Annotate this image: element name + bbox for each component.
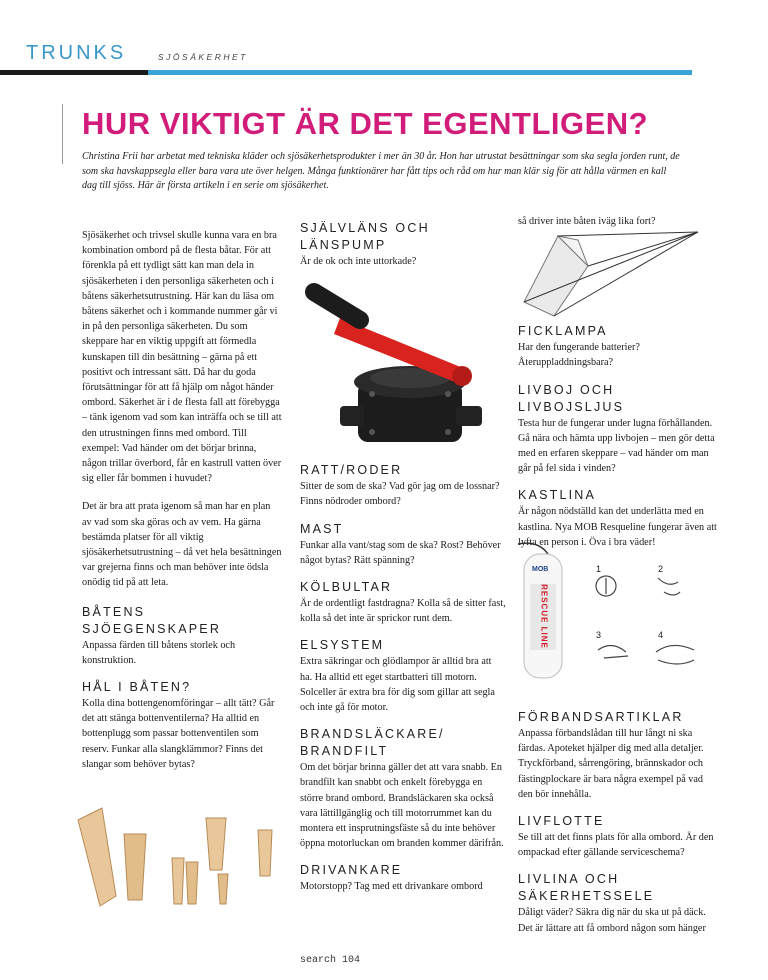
heading-batens-sjoegenskaper: BÅTENS SJÖEGENSKAPER: [82, 604, 222, 636]
heading-brandslackare: BRANDSLÄCKARE/ BRANDFILT: [300, 727, 445, 759]
section-label: SJÖSÄKERHET: [158, 52, 248, 62]
text-hal-i-baten: Kolla dina bottengenomföringar – allt tätt? Går det att stänga bottenventilerna? Ha alltid en bottenplugg som passar bottenventilen som reserv. Funkar alla slangklämmor? Finns det slangar som behöver bytas?: [82, 698, 275, 770]
header-rule-black: [0, 70, 148, 75]
heading-elsystem: ELSYSTEM: [300, 638, 385, 653]
rescue-line-label: RESCUE LINE: [539, 584, 549, 649]
rescue-line-brand: MOB: [532, 566, 549, 573]
drift-anchor-illustration: [518, 226, 704, 322]
heading-drivankare: DRIVANKARE: [300, 863, 403, 878]
heading-livlina: LIVLINA OCH SÄKERHETSSELE: [518, 872, 655, 904]
text-livboj: Testa hur de fungerar under lugna förhållanden. Gå nära och hämta upp livbojen – men gör detta med en erfaren skeppare – vad händer om man går på fel sida i vinden?: [518, 417, 715, 475]
body-paragraph-plan: Det är bra att prata igenom så man har en plan av vad som ska göras och av vem. Ha gärna bestämda platser för all viktig sjösäkerhetsutrustning – då vet hela besättningen var grejerna finns och man behöver inte ödsla onödig tid på att leta.: [82, 501, 282, 589]
text-kastlina: Är någon nödställd kan det underlätta med en kastlina. Nya MOB Resqueline fungerar även att lyfta en person i. Öva i bra väder!: [518, 506, 717, 548]
article-title: HUR VIKTIGT ÄR DET EGENTLIGEN?: [82, 106, 649, 141]
heading-ficklampa: FICKLAMPA: [518, 324, 608, 339]
title-divider-line: [62, 104, 63, 164]
heading-kastlina: KASTLINA: [518, 488, 597, 503]
heading-ratt-roder: RATT/RODER: [300, 463, 403, 478]
heading-sjalvlans: SJÄLVLÄNS OCH LÄNSPUMP: [300, 221, 430, 252]
bung-plugs-illustration: [72, 800, 288, 910]
text-livflotte: Se till att det finns plats för alla ombord. Är den ompackad efter gällande serviceschema?: [518, 832, 714, 859]
text-brandslackare: Om det börjar brinna gäller det att vara snabb. En brandfilt kan snabbt och enkelt förebygga en större brand ombord. Brandsläckaren ska också vara lättillgänglig och till motorrummet kan du montera ett insprutningsfäste så du inte behöver öppna motorluckan om branden kommer därifrån.: [300, 762, 504, 850]
page-folio: search 104: [300, 955, 361, 966]
text-sjalvlans: Är de ok och inte uttorkade?: [300, 256, 417, 267]
step-number-4: 4: [658, 630, 664, 640]
heading-mast: MAST: [300, 521, 344, 536]
step-number-3: 3: [596, 630, 602, 640]
step-number-2: 2: [658, 564, 664, 574]
step-number-1: 1: [596, 564, 602, 574]
heading-livflotte: LIVFLOTTE: [518, 814, 605, 829]
rescue-line-illustration: [508, 540, 704, 680]
heading-kolbultar: KÖLBULTAR: [300, 580, 393, 595]
bilge-pump-illustration: [300, 278, 506, 454]
heading-forbandsartiklar: FÖRBANDSARTIKLAR: [518, 710, 684, 725]
heading-hal-i-baten: HÅL I BÅTEN?: [82, 680, 192, 695]
column-1: [82, 228, 282, 783]
header-rule-blue: [148, 70, 692, 75]
text-elsystem: Extra säkringar och glödlampor är alltid bra att ha. Ha alltid ett eget startbatteri till motorn. Solceller är extra bra för dig som gillar att segla och inte gå för motor.: [300, 656, 495, 714]
article-ingress: Christina Frii har arbetat med tekniska kläder och sjösäkerhetsprodukter i mer än 30 år. Hon har utrustat besättningar som ska segla jorden runt, de som ska havskappsegla eller bara vara ute över helgen. Många funktionärer har fått tips och råd om hur man klär sig för att hålla värmen en kall dag till sjöss. Här är första artikeln i en serie om sjösäkerhet.: [82, 151, 680, 191]
text-batens-sjoegenskaper: Anpassa färden till båtens storlek och konstruktion.: [82, 639, 236, 666]
text-ratt-roder: Sitter de som de ska? Vad gör jag om de lossnar? Finns nödroder ombord?: [300, 481, 500, 508]
magazine-section-brand: TRUNKS: [26, 42, 127, 64]
body-paragraph-intro: Sjösäkerhet och trivsel skulle kunna vara en bra kombination ombord på de flesta båtar. För att förenkla på ett tydligt sätt kan man dela in sjösäkerheten i den personliga säkerheten och i båtens säkerhetsutrustning. Här kan du läsa om båtens säkerhet och i kommande nummer går vi in på den personliga säkerheten. Du som skeppare har en viktig uppgift att förmedla kunskapen till din besättning – gärna på ett positivt och intressant sätt. Då har du goda förutsättningar för att få hjälp om något händer ombord. Säkerhet är i de flesta fall att förebygga – tänk igenom vad som kan inträffa och se till att den utrustningen finns med ombord. Till exempel: Vad händer om det börjar brinna, någon trillar överbord, får en kastrull vatten över sig eller får bommen i huvudet?: [82, 230, 282, 485]
text-kolbultar: Är de ordentligt fastdragna? Kolla så de sitter fast, kolla så det inte är sprickor runt dem.: [300, 598, 506, 625]
text-forbandsartiklar: Anpassa förbandslådan till hur långt ni ska färdas. Apoteket hjälper dig med alla detaljer. Tryckförband, sårrengöring, brännskador och fästingplockare är bara några exempel på vad den bör innehålla.: [518, 728, 704, 800]
text-livlina: Dåligt väder? Säkra dig när du ska ut på däck. Det är lättare att få ombord någon som hänger: [518, 907, 706, 934]
heading-livboj: LIVBOJ OCH LIVBOJSLJUS: [518, 382, 625, 414]
text-ficklampa: Har den fungerande batterier? Återuppladdningsbara?: [518, 342, 640, 369]
text-drivankare: Motorstopp? Tag med ett drivankare ombord: [300, 881, 483, 893]
text-drivankare-continued: så driver inte båten iväg lika fort?: [518, 216, 656, 227]
text-mast: Funkar alla vant/stag som de ska? Rost? Behöver något bytas? Rätt spänning?: [300, 539, 501, 566]
